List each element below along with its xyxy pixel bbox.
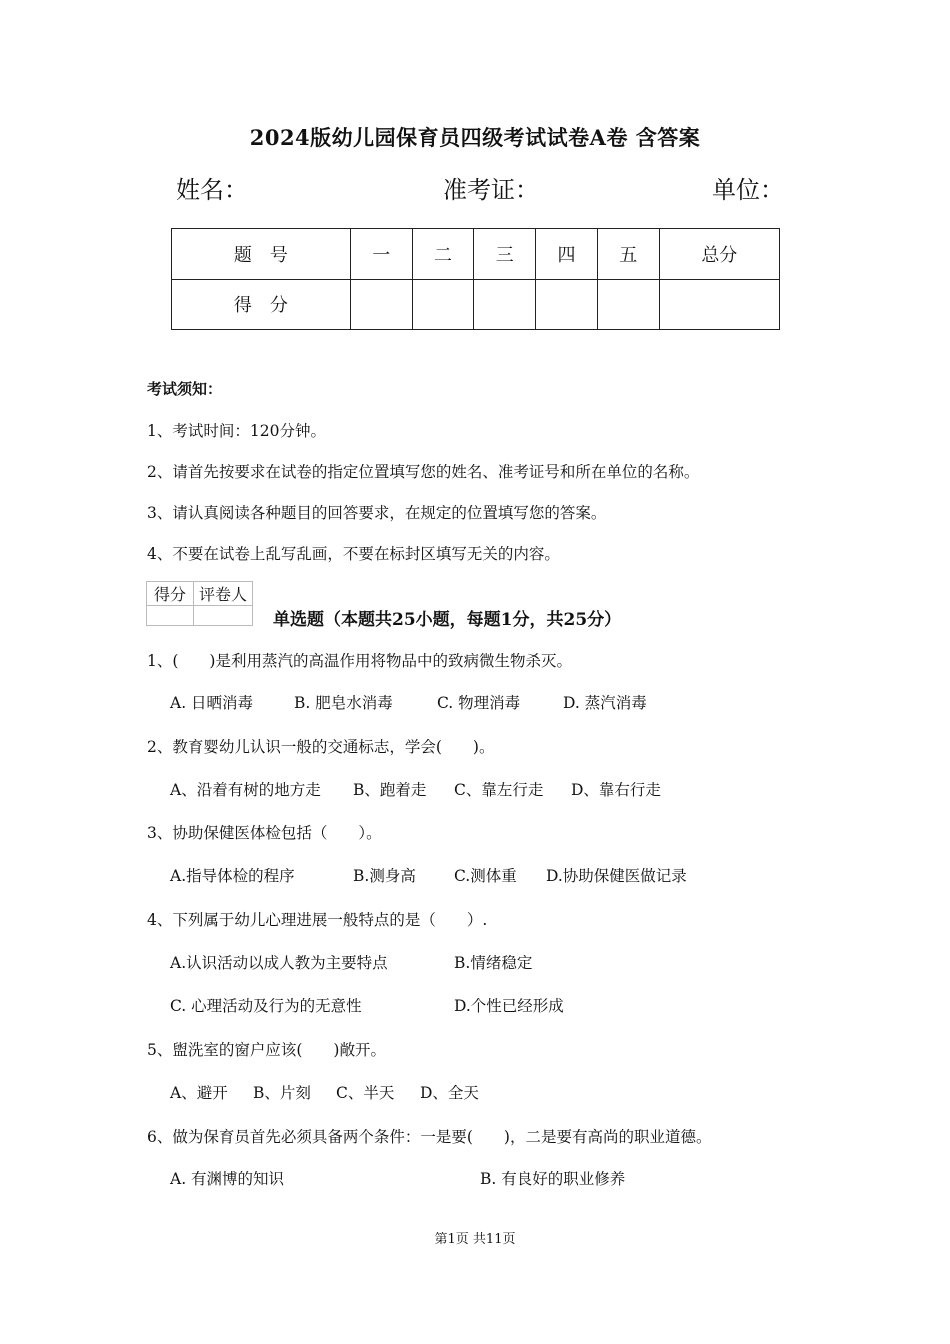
answer-option: C. 物理消毒 [437, 694, 521, 712]
answer-option: A. 有渊博的知识 [170, 1170, 285, 1188]
answer-option: B. 有良好的职业修养 [480, 1170, 626, 1188]
answer-option: D、靠右行走 [571, 781, 661, 799]
answer-option: D、全天 [420, 1084, 479, 1102]
section-title: 单选题（本题共25小题，每题1分，共25分） [273, 610, 622, 630]
score-table-cell: 得 分 [172, 279, 351, 330]
grader-box [146, 581, 253, 626]
notice-item: 4、不要在试卷上乱写乱画，不要在标封区填写无关的内容。 [147, 545, 560, 563]
score-table-cell: 五 [597, 229, 659, 280]
page-title: 2024版幼儿园保育员四级考试试卷A卷 含答案 [249, 125, 701, 150]
answer-option: C. 心理活动及行为的无意性 [170, 997, 362, 1015]
answer-option: B.情绪稳定 [454, 954, 533, 972]
score-entry-cell[interactable] [412, 279, 474, 330]
answer-option: B.测身高 [353, 867, 416, 885]
page-footer: 第1页 共11页 [434, 1232, 516, 1247]
answer-option: A.指导体检的程序 [170, 867, 295, 885]
answer-option: C、半天 [336, 1084, 395, 1102]
answer-option: C、靠左行走 [454, 781, 544, 799]
answer-option: A. 日晒消毒 [170, 694, 254, 712]
answer-option: A、沿着有树的地方走 [170, 781, 321, 799]
score-table-cell: 题 号 [172, 229, 351, 280]
notice-item: 3、请认真阅读各种题目的回答要求，在规定的位置填写您的答案。 [147, 504, 607, 522]
question-text: 4、下列属于幼儿心理进展一般特点的是（ ）. [147, 911, 488, 929]
answer-option: B、跑着走 [353, 781, 427, 799]
answer-option: D.协助保健医做记录 [546, 867, 687, 885]
score-table-cell: 一 [350, 229, 412, 280]
question-text: 2、教育婴幼儿认识一般的交通标志，学会( )。 [147, 738, 495, 756]
answer-option: B. 肥皂水消毒 [294, 694, 393, 712]
question-text: 1、( )是利用蒸汽的高温作用将物品中的致病微生物杀灭。 [147, 652, 572, 670]
score-table-header-row [172, 229, 780, 280]
question-text: 5、盥洗室的窗户应该( )敞开。 [147, 1041, 386, 1059]
grader-score-entry[interactable] [147, 606, 194, 626]
score-table-cell: 二 [412, 229, 474, 280]
score-table-cell: 四 [536, 229, 598, 280]
score-entry-cell[interactable] [536, 279, 598, 330]
notice-heading: 考试须知： [147, 380, 223, 398]
grader-name-label: 评卷人 [194, 582, 253, 606]
score-entry-cell[interactable] [474, 279, 536, 330]
score-table [171, 228, 780, 330]
question-text: 3、协助保健医体检包括（ ）。 [147, 824, 382, 842]
notice-item: 1、考试时间：120分钟。 [147, 422, 326, 440]
answer-option: A.认识活动以成人教为主要特点 [170, 954, 388, 972]
score-table-cell: 三 [474, 229, 536, 280]
exam-number-field-label: 准考证： [443, 176, 539, 204]
score-table-score-row [172, 279, 780, 330]
score-entry-cell[interactable] [659, 279, 779, 330]
question-text: 6、做为保育员首先必须具备两个条件：一是要( )，二是要有高尚的职业道德。 [147, 1128, 712, 1146]
answer-option: C.测体重 [454, 867, 517, 885]
answer-option: B、片刻 [253, 1084, 311, 1102]
notice-item: 2、请首先按要求在试卷的指定位置填写您的姓名、准考证号和所在单位的名称。 [147, 463, 700, 481]
score-table-cell: 总分 [659, 229, 779, 280]
grader-score-label: 得分 [147, 582, 194, 606]
score-entry-cell[interactable] [597, 279, 659, 330]
answer-option: A、避开 [170, 1084, 228, 1102]
score-entry-cell[interactable] [350, 279, 412, 330]
answer-option: D. 蒸汽消毒 [563, 694, 647, 712]
grader-name-entry[interactable] [194, 606, 253, 626]
unit-field-label: 单位： [712, 176, 784, 204]
answer-option: D.个性已经形成 [454, 997, 564, 1015]
name-field-label: 姓名： [176, 176, 248, 204]
